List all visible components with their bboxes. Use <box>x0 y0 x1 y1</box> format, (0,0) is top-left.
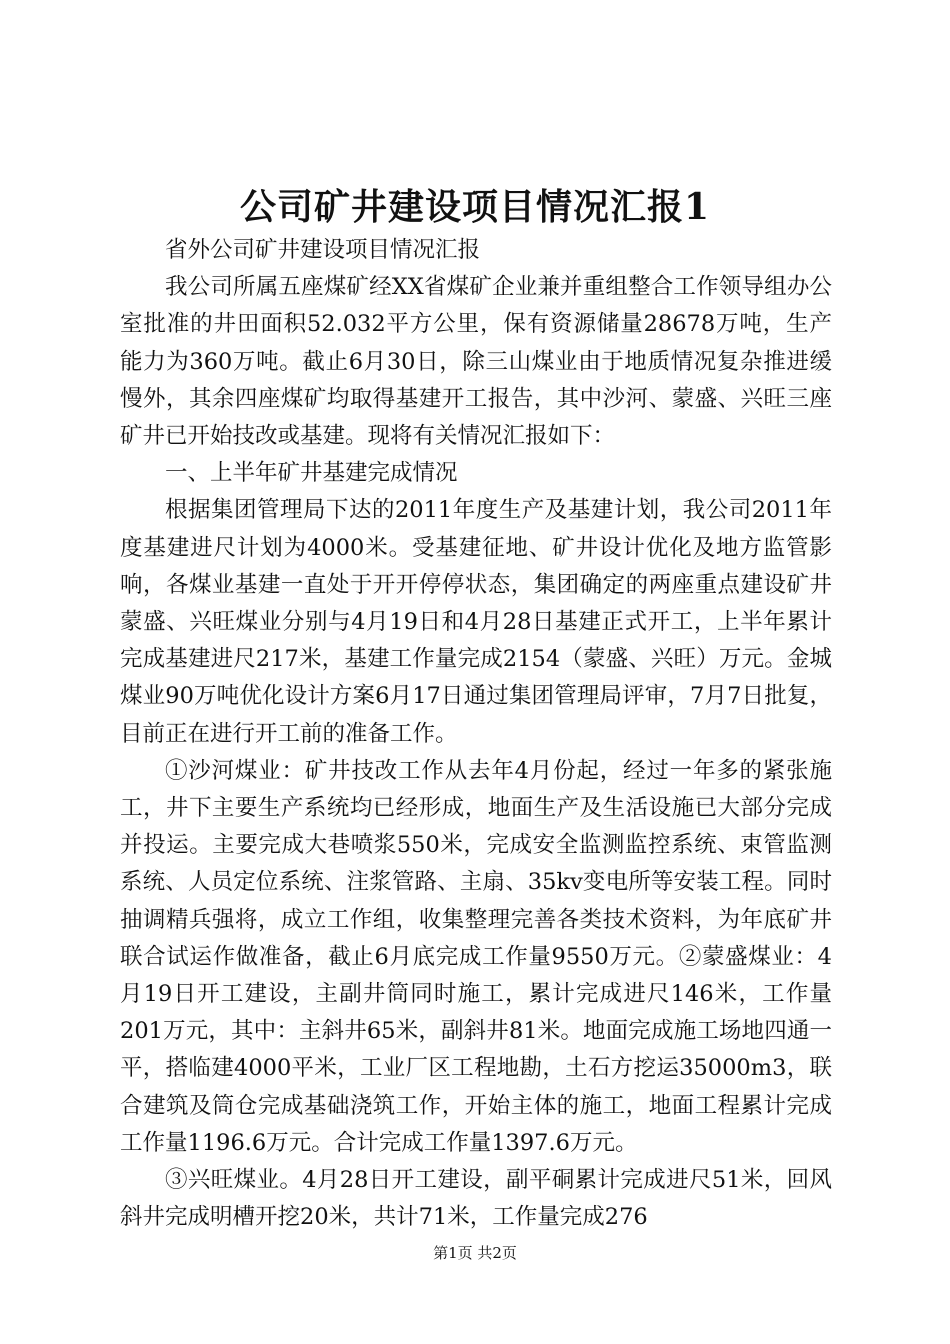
paragraph-intro: 我公司所属五座煤矿经XX省煤矿企业兼并重组整合工作领导组办公室批准的井田面积52.032平方公里，保有资源储量28678万吨，生产能力为360万吨。截止6月30日，除三山煤业由于地质情况复杂推进缓慢外，其余四座煤矿均取得基建开工报告，其中沙河、蒙盛、兴旺三座矿井已开始技改或基建。现将有关情况汇报如下： <box>120 274 832 450</box>
paragraph-xingwang: ③兴旺煤业。4月28日开工建设，副平硐累计完成进尺51米，回风斜井完成明槽开挖20米，共计71米，工作量完成276 <box>120 1167 832 1231</box>
document-title: 公司矿井建设项目情况汇报1 <box>239 186 711 228</box>
document-body <box>120 232 832 1236</box>
paragraph-shahe-mengsheng: ①沙河煤业：矿井技改工作从去年4月份起，经过一年多的紧张施工，井下主要生产系统均已经形成，地面生产及生活设施已大部分完成并投运。主要完成大巷喷浆550米，完成安全监测监控系统、束管监测系统、人员定位系统、注浆管路、主扇、35kv变电所等安装工程。同时抽调精兵强将，成立工作组，收集整理完善各类技术资料，为年底矿井联合试运作做准备，截止6月底完成工作量9550万元。②蒙盛煤业：4月19日开工建设，主副井筒同时施工，累计完成进尺146米，工作量201万元，其中：主斜井65米，副斜井81米。地面完成施工场地四通一平，搭临建4000平米，工业厂区工程地勘，土石方挖运35000m3，联合建筑及筒仓完成基础浇筑工作，开始主体的施工，地面工程累计完成工作量1196.6万元。合计完成工作量1397.6万元。 <box>120 757 832 1156</box>
section-heading-1: 一、上半年矿井基建完成情况 <box>165 460 458 487</box>
paragraph-plan: 根据集团管理局下达的2011年度生产及基建计划，我公司2011年度基建进尺计划为4000米。受基建征地、矿井设计优化及地方监管影响，各煤业基建一直处于开开停停状态，集团确定的两座重点建设矿井蒙盛、兴旺煤业分别与4月19日和4月28日基建正式开工，上半年累计完成基建进尺217米，基建工作量完成2154（蒙盛、兴旺）万元。金城煤业90万吨优化设计方案6月17日通过集团管理局评审，7月7日批复，目前正在进行开工前的准备工作。 <box>120 497 832 747</box>
page-footer: 第1页 共2页 <box>433 1244 517 1262</box>
paragraph-subtitle: 省外公司矿井建设项目情况汇报 <box>165 237 481 263</box>
